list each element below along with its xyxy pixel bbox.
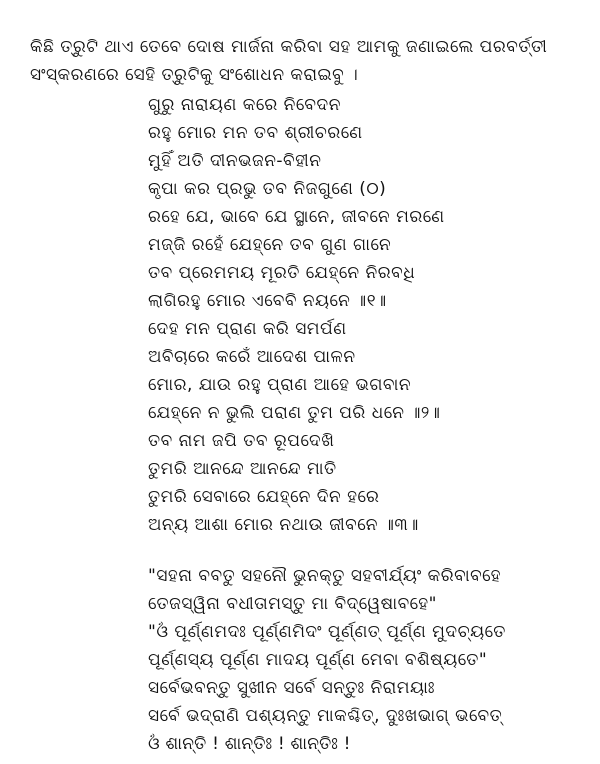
- verse-line: ଯେହ୍ନେ ନ ଭୁଲି ପରାଣ ତୁମ ପରି ଧନେ ॥୨॥: [148, 403, 441, 423]
- shanti-line: ଓଁ ଶାନ୍ତି ! ଶାନ୍ତିଃ ! ଶାନ୍ତିଃ !: [148, 734, 351, 754]
- verse-line: ତୁମରି ସେବାରେ ଯେହ୍ନେ ଦିନ ହରେ: [148, 487, 380, 507]
- shloka-line: ସର୍ବେଭବନ୍ତୁ ସୁଖୀନ ସର୍ବେ ସନ୍ତୁଃ ନିରାମୟାଃ: [148, 678, 436, 698]
- shloka-line: ପୂର୍ଣ୍ଣସ୍ୟ ପୂର୍ଣ୍ଣ ମାଦୟ ପୂର୍ଣ୍ଣ ମେବା ବଶିଷ୍ୟତେ": [148, 650, 488, 670]
- verse-line: ଗୁରୁ ନାରାୟଣ କରେ ନିବେଦନ: [148, 95, 341, 115]
- shloka-line: ତେଜସ୍ୱିନା ବଧୀତାମସ୍ତୁ ମା ବିଦ୍ୱେଷାବହେ": [148, 594, 437, 614]
- intro-line: କିଛି ତ୍ରୁଟି ଥାଏ ତେବେ ଦୋଷ ମାର୍ଜନା କରିବା ସହ ଆମକୁ ଜଣାଇଲେ ପରବର୍ତ୍ତୀ: [30, 37, 548, 57]
- verse-line: ରହେ ଯେ, ଭାବେ ଯେ ସ୍ଥାନେ, ଜୀବନେ ମରଣେ: [148, 207, 445, 227]
- verse-line: ଅବିଚାରେ କରେଁ ଆଦେଶ ପାଳନ: [148, 347, 356, 367]
- verse-line: ଲାଗିରହୁ ମୋର ଏବେବି ନୟନେ ॥୧॥: [148, 291, 387, 311]
- verse-line: ରହୁ ମୋର ମନ ତବ ଶ୍ରୀଚରଣେ: [148, 123, 363, 143]
- verse-line: ମୋର, ଯାଉ ରହୁ ପ୍ରାଣ ଆହେ ଭଗବାନ: [148, 375, 412, 395]
- intro-line: ସଂସ୍କରଣରେ ସେହି ତ୍ରୁଟିକୁ ସଂଶୋଧନ କରାଇବୁ ।: [30, 65, 359, 85]
- verse-line: କୃପା କର ପ୍ରଭୁ ତବ ନିଜଗୁଣେ (୦): [148, 179, 387, 199]
- verse-line: ଦେହ ମନ ପ୍ରାଣ କରି ସମର୍ପଣ: [148, 319, 347, 339]
- verse-line: ତବ ପ୍ରେମମୟ ମୂରତି ଯେହ୍ନେ ନିରବଧି: [148, 263, 416, 283]
- shloka-line: ସର୍ବେ ଭଦ୍ରାଣି ପଶ୍ୟନ୍ତୁ ମାକଶ୍ଚିତ୍, ଦୁଃଖଭାଗ୍ ଭବେତ୍: [148, 706, 503, 726]
- shloka-line: "ଓଁ ପୂର୍ଣ୍ଣମଦଃ ପୂର୍ଣ୍ଣମିଦଂ ପୂର୍ଣ୍ଣତ୍ ପୂର୍ଣ୍ଣ ମୁଦଚ୍ୟତେ: [148, 622, 506, 642]
- verse-line: ମଜ୍ଜି ରହେଁ ଯେହ୍ନେ ତବ ଗୁଣ ଗାନେ: [148, 235, 392, 255]
- shloka-line: "ସହନା ବବତୁ ସହନୌ ଭୁନକ୍ତୁ ସହବୀର୍ଯ୍ୟଂ କରିବାବହେ: [148, 566, 502, 586]
- verse-line: ଅନ୍ୟ ଆଶା ମୋର ନଥାଉ ଜୀବନେ ॥୩॥: [148, 515, 419, 535]
- verse-line: ମୁହିଁ ଅତି ଦୀନଭଜନ-ବିହୀନ: [148, 151, 322, 171]
- verse-line: ତୁମରି ଆନନ୍ଦେ ଆନନ୍ଦେ ମାତି: [148, 459, 337, 479]
- verse-line: ତବ ନାମ ଜପି ତବ ରୂପଦେଖି: [148, 431, 335, 451]
